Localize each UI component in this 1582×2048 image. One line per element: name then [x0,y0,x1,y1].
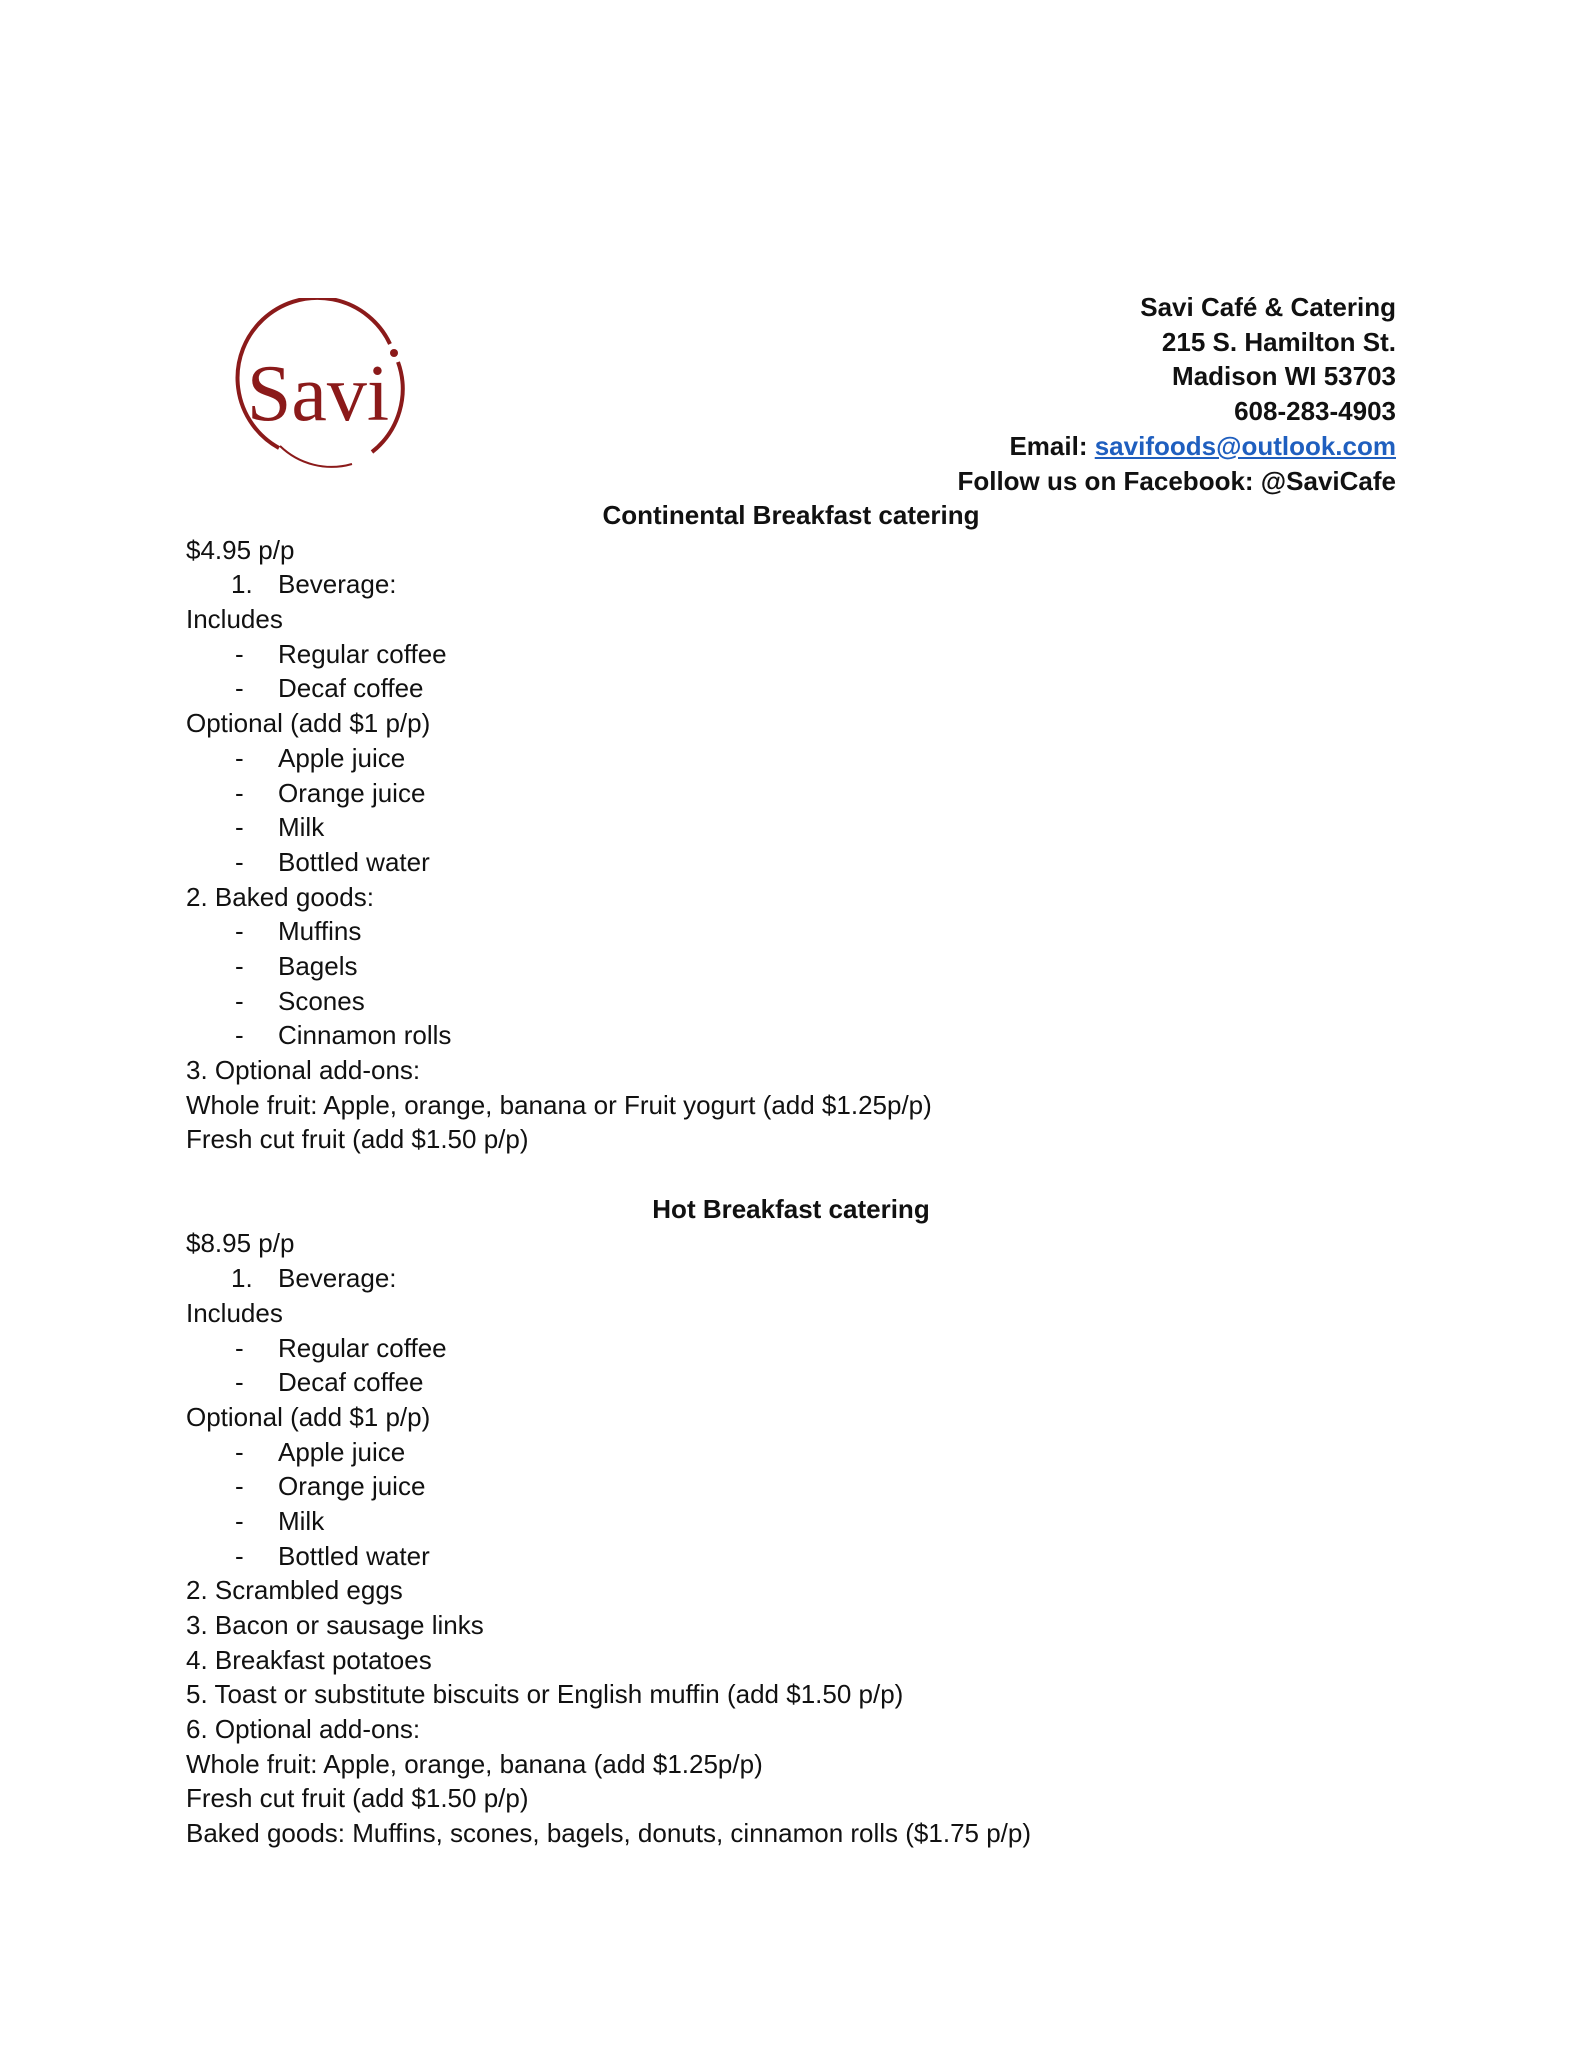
logo-dot [390,349,398,357]
continental-includes: Includes [186,604,283,635]
list-item: - Regular coffee [235,1332,447,1363]
list-item: - Orange juice [235,1471,426,1502]
continental-addons-heading: 3. Optional add-ons: [186,1055,421,1085]
hot-addon-line: Whole fruit: Apple, orange, banana (add $1.25p/p) [186,1748,763,1779]
list-item: - Milk [235,812,325,843]
list-item: - Regular coffee [235,638,447,669]
list-item: - Apple juice [235,1436,406,1467]
list-item: - Bagels [235,950,358,981]
hot-numbered-item: 4. Breakfast potatoes [186,1644,432,1675]
address-line-2: Madison WI 53703 [1172,361,1396,392]
phone-number: 608-283-4903 [1234,396,1396,427]
hot-numbered-item: 2. Scrambled eggs [186,1575,403,1606]
list-item: - Decaf coffee [235,673,424,704]
list-number: 1. [231,1263,253,1294]
hot-title: Hot Breakfast catering [652,1193,930,1224]
hot-price: $8.95 p/p [186,1228,295,1259]
menu-body [186,498,1396,1851]
hot-numbered-item: 5. Toast or substitute biscuits or English muffin (add $1.50 p/p) [186,1679,904,1710]
email-label: Email: [1009,430,1088,461]
section-spacer [186,1157,1396,1192]
list-item: - Decaf coffee [235,1367,424,1398]
savi-logo [232,298,412,476]
logo-wordmark: Savi [246,350,390,438]
list-item: - Cinnamon rolls [235,1020,452,1051]
address-line-1: 215 S. Hamilton St. [1161,326,1396,357]
email-line [957,429,1396,464]
hot-addon-line: Baked goods: Muffins, scones, bagels, donuts, cinnamon rolls ($1.75 p/p) [186,1818,1032,1849]
hot-beverage-heading [186,1261,1396,1296]
list-item: - Bottled water [235,846,430,877]
hot-optional: Optional (add $1 p/p) [186,1401,431,1432]
continental-beverage-heading [186,567,1396,602]
continental-baked-heading: 2. Baked goods: [186,881,374,912]
continental-addon-line: Fresh cut fruit (add $1.50 p/p) [186,1124,529,1155]
continental-title: Continental Breakfast catering [602,500,980,530]
hot-numbered-item: 3. Bacon or sausage links [186,1610,484,1640]
beverage-label: Beverage: [278,569,397,600]
list-item: - Apple juice [235,742,406,773]
list-number: 1. [231,569,253,600]
hot-numbered-item: 6. Optional add-ons: [186,1714,421,1745]
continental-price: $4.95 p/p [186,534,295,565]
business-name: Savi Café & Catering [1140,292,1396,322]
list-item: - Bottled water [235,1540,430,1571]
list-item: - Scones [235,985,365,1016]
contact-block [957,290,1396,498]
hot-addon-line: Fresh cut fruit (add $1.50 p/p) [186,1783,529,1814]
savi-logo-graphic [232,298,412,476]
list-item: - Orange juice [235,777,426,808]
continental-addon-line: Whole fruit: Apple, orange, banana or Fruit yogurt (add $1.25p/p) [186,1089,932,1120]
beverage-label: Beverage: [278,1263,397,1294]
continental-optional: Optional (add $1 p/p) [186,708,431,739]
list-item: - Milk [235,1505,325,1536]
email-link[interactable]: savifoods@outlook.com [1094,430,1396,461]
logo-arc-bottom [280,446,352,467]
list-item: - Muffins [235,916,362,947]
hot-includes: Includes [186,1297,283,1328]
facebook-line: Follow us on Facebook: @SaviCafe [957,465,1396,496]
